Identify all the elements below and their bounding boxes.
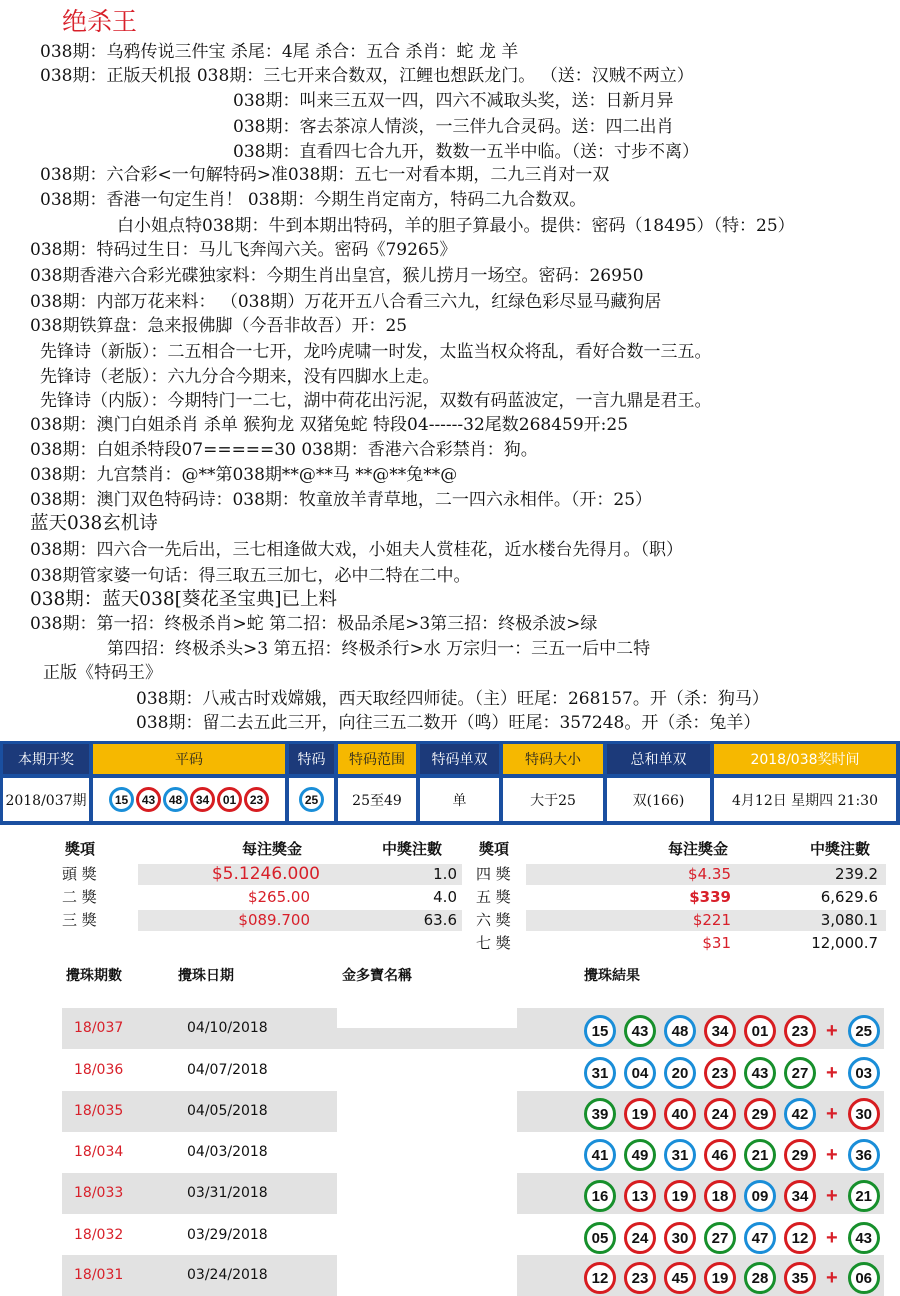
lottery-ball: 24 — [704, 1098, 736, 1130]
prize-name: 六 獎 — [476, 911, 511, 929]
prediction-line: 038期：特码过生日：马儿飞奔闯六关。密码《79265》 — [30, 240, 457, 260]
prediction-line: 第四招：终极杀头>3 第五招：终极杀行>水 万宗归一：三五一后中二特 — [107, 639, 651, 659]
history-period: 18/032 — [74, 1227, 124, 1243]
lottery-ball: 01 — [744, 1015, 776, 1047]
lottery-ball: 34 — [704, 1015, 736, 1047]
lottery-ball: 41 — [584, 1139, 616, 1171]
history-period: 18/035 — [74, 1103, 124, 1119]
prediction-line: 正版《特码王》 — [43, 663, 162, 683]
history-period: 18/036 — [74, 1062, 124, 1078]
lottery-ball: 46 — [704, 1139, 736, 1171]
prize-amount: $089.700 — [238, 911, 310, 929]
prize-count: 63.6 — [423, 911, 457, 929]
header-special-size: 特码大小 — [503, 744, 603, 774]
history-date: 03/31/2018 — [187, 1185, 268, 1201]
prize-row — [476, 910, 886, 931]
special-range: 25至49 — [338, 778, 416, 821]
draw-period: 2018/037期 — [3, 778, 89, 821]
prize-header-name: 獎項 — [65, 840, 96, 858]
prize-count: 1.0 — [433, 865, 457, 883]
history-date: 04/05/2018 — [187, 1103, 268, 1119]
lottery-ball: 01 — [217, 787, 242, 812]
prize-header-name: 獎項 — [479, 840, 510, 858]
lottery-ball: 27 — [704, 1222, 736, 1254]
lottery-ball: 23 — [244, 787, 269, 812]
history-period: 18/031 — [74, 1267, 124, 1283]
prediction-line: 白小姐点特038期：牛到本期出特码，羊的胆子算最小。提供：密码（18495）（特：25） — [117, 216, 795, 236]
lottery-ball: 23 — [624, 1262, 656, 1294]
plus-sign: + — [826, 1266, 838, 1289]
history-row — [62, 1255, 884, 1296]
lottery-ball: 42 — [784, 1098, 816, 1130]
lottery-ball: 36 — [848, 1139, 880, 1171]
sum-odd-even: 双(166) — [607, 778, 710, 821]
history-date: 04/03/2018 — [187, 1144, 268, 1160]
lottery-ball: 28 — [744, 1262, 776, 1294]
prize-row — [62, 887, 462, 908]
lottery-ball: 21 — [848, 1180, 880, 1212]
prediction-line: 蓝天038玄机诗 — [30, 513, 158, 534]
regular-ball-group — [108, 787, 270, 812]
prize-header-amount: 每注獎金 — [242, 840, 303, 858]
special-size: 大于25 — [503, 778, 603, 821]
lottery-ball: 12 — [584, 1262, 616, 1294]
special-odd-even: 单 — [420, 778, 499, 821]
lottery-ball: 34 — [784, 1180, 816, 1212]
header-sum-odd-even: 总和单双 — [607, 744, 710, 774]
lottery-ball: 09 — [744, 1180, 776, 1212]
history-result-balls — [584, 1015, 880, 1047]
history-result-balls — [584, 1057, 880, 1089]
prize-count: 6,629.6 — [820, 888, 878, 906]
lottery-ball: 34 — [190, 787, 215, 812]
lottery-ball: 47 — [744, 1222, 776, 1254]
history-row — [62, 1050, 884, 1091]
plus-sign: + — [826, 1226, 838, 1249]
history-row — [62, 1091, 884, 1132]
lottery-ball: 21 — [744, 1139, 776, 1171]
history-row — [62, 1132, 884, 1173]
lottery-ball: 05 — [584, 1222, 616, 1254]
prize-row — [476, 933, 886, 954]
lottery-ball: 16 — [584, 1180, 616, 1212]
history-date: 03/24/2018 — [187, 1267, 268, 1283]
history-date: 04/10/2018 — [187, 1020, 268, 1036]
lottery-ball: 19 — [664, 1180, 696, 1212]
lottery-ball: 20 — [664, 1057, 696, 1089]
prediction-line: 先锋诗（老版）：六九分合今期来，没有四脚水上走。 — [40, 367, 440, 387]
lottery-ball: 30 — [664, 1222, 696, 1254]
lottery-ball: 43 — [744, 1057, 776, 1089]
prize-count: 12,000.7 — [811, 934, 878, 952]
prize-count: 239.2 — [835, 865, 878, 883]
prediction-line: 038期：白姐杀特段07=====30 038期：香港六合彩禁肖：狗。 — [30, 440, 538, 460]
prediction-line: 038期铁算盘：急来报佛脚（今吾非故吾）开：25 — [30, 316, 408, 336]
lottery-ball: 03 — [848, 1057, 880, 1089]
history-header-period: 攪珠期數 — [66, 968, 122, 984]
prize-name: 四 獎 — [476, 865, 511, 883]
lottery-ball: 18 — [704, 1180, 736, 1212]
plus-sign: + — [826, 1143, 838, 1166]
history-row — [62, 1008, 884, 1049]
lottery-ball: 23 — [784, 1015, 816, 1047]
history-header-result: 攪珠結果 — [584, 968, 640, 984]
header-special-number: 特码 — [289, 744, 334, 774]
prediction-line: 038期：内部万花来料： （038期）万花开五八合看三六九，红绿色彩尽显马藏狗居 — [30, 292, 662, 312]
prize-row — [476, 887, 886, 908]
lottery-ball: 43 — [136, 787, 161, 812]
header-next-draw-time: 2018/038奖时间 — [714, 744, 896, 774]
lottery-ball: 19 — [704, 1262, 736, 1294]
header-special-odd-even: 特码单双 — [420, 744, 499, 774]
lottery-ball: 13 — [624, 1180, 656, 1212]
plus-sign: + — [826, 1061, 838, 1084]
prediction-line: 038期：澳门白姐杀肖 杀单 猴狗龙 双猪兔蛇 特段04------32尾数268459开:25 — [30, 415, 629, 435]
history-period: 18/037 — [74, 1020, 124, 1036]
history-result-balls — [584, 1222, 880, 1254]
lottery-ball: 15 — [109, 787, 134, 812]
history-row — [62, 1215, 884, 1256]
prize-row — [476, 864, 886, 885]
special-number — [289, 778, 334, 821]
history-period: 18/033 — [74, 1185, 124, 1201]
lottery-ball: 27 — [784, 1057, 816, 1089]
prize-row — [62, 864, 462, 885]
history-result-balls — [584, 1262, 880, 1294]
lottery-ball: 45 — [664, 1262, 696, 1294]
prize-amount: $4.35 — [688, 865, 731, 883]
lottery-ball: 40 — [664, 1098, 696, 1130]
lottery-ball: 25 — [848, 1015, 880, 1047]
history-header-name: 金多寶名稱 — [342, 968, 412, 984]
lottery-ball: 39 — [584, 1098, 616, 1130]
prediction-line: 038期：六合彩<一句解特码>准038期：五七一对看本期，二九三肖对一双 — [40, 165, 610, 185]
prediction-line: 038期：九宫禁肖：@**第038期**@**马 **@**兔**@ — [30, 465, 458, 485]
history-date: 04/07/2018 — [187, 1062, 268, 1078]
prize-table-right — [476, 838, 886, 958]
lottery-ball: 19 — [624, 1098, 656, 1130]
lottery-ball: 48 — [664, 1015, 696, 1047]
header-special-range: 特码范围 — [338, 744, 416, 774]
prediction-line: 先锋诗（新版）：二五相合一七开，龙吟虎啸一时发，太监当权众将乱，看好合数一三五。 — [40, 342, 712, 362]
prize-count: 4.0 — [433, 888, 457, 906]
lottery-ball: 43 — [848, 1222, 880, 1254]
lottery-ball: 23 — [704, 1057, 736, 1089]
history-result-balls — [584, 1139, 880, 1171]
lottery-ball: 49 — [624, 1139, 656, 1171]
prediction-line: 038期：第一招：终极杀肖>蛇 第二招：极品杀尾>3第三招：终极杀波>绿 — [30, 614, 598, 634]
lottery-ball: 35 — [784, 1262, 816, 1294]
prediction-line: 038期：叫来三五双一四，四六不减取头奖，送：日新月异 — [233, 91, 674, 111]
prediction-line: 038期：客去茶凉人情淡，一三伴九合灵码。送：四二出肖 — [233, 117, 674, 137]
lottery-ball: 30 — [848, 1098, 880, 1130]
special-ball-group — [298, 787, 325, 812]
prize-table-left — [62, 838, 462, 938]
prize-name: 五 獎 — [476, 888, 511, 906]
prediction-line: 038期香港六合彩光碟独家料：今期生肖出皇宫，猴儿捞月一场空。密码：26950 — [30, 266, 644, 286]
prediction-line: 038期：蓝天038[葵花圣宝典]已上料 — [30, 589, 338, 610]
prediction-line: 038期：四六合一先后出，三七相逢做大戏，小姐夫人赏桂花，近水楼台先得月。（职） — [30, 540, 683, 560]
lottery-ball: 04 — [624, 1057, 656, 1089]
prize-name: 三 獎 — [62, 911, 97, 929]
prize-row — [62, 910, 462, 931]
history-result-balls — [584, 1180, 880, 1212]
prize-name: 二 獎 — [62, 888, 97, 906]
lottery-ball: 31 — [584, 1057, 616, 1089]
lottery-ball: 43 — [624, 1015, 656, 1047]
lottery-ball: 48 — [163, 787, 188, 812]
lottery-ball: 06 — [848, 1262, 880, 1294]
prize-amount: $339 — [689, 888, 731, 906]
prize-header-count: 中獎注數 — [382, 840, 443, 858]
prize-amount: $221 — [692, 911, 731, 929]
prize-count: 3,080.1 — [820, 911, 878, 929]
lottery-ball: 24 — [624, 1222, 656, 1254]
regular-numbers — [93, 778, 285, 821]
prediction-line: 038期：八戒古时戏嫦娥，西天取经四师徒。（主）旺尾：268157。开（杀：狗马） — [136, 689, 769, 709]
prize-amount: $5.1246.000 — [211, 864, 320, 884]
prediction-line: 038期：直看四七合九开，数数一五半中临。（送：寸步不离） — [233, 142, 699, 162]
header-regular-numbers: 平码 — [93, 744, 285, 774]
lottery-ball: 31 — [664, 1139, 696, 1171]
header-current-draw: 本期开奖 — [3, 744, 89, 774]
prize-name: 七 獎 — [476, 934, 511, 952]
plus-sign: + — [826, 1102, 838, 1125]
lottery-ball: 29 — [784, 1139, 816, 1171]
history-header-date: 攪珠日期 — [178, 968, 234, 984]
prize-amount: $265.00 — [247, 888, 310, 906]
prediction-line: 038期管家婆一句话：得三取五三加七，必中二特在二中。 — [30, 566, 471, 586]
lottery-ball: 25 — [299, 787, 324, 812]
prize-name: 頭 獎 — [62, 865, 97, 883]
prediction-line: 038期：乌鸦传说三件宝 杀尾：4尾 杀合：五合 杀肖：蛇 龙 羊 — [40, 42, 519, 62]
prediction-line: 038期：正版天机报 038期：三七开来合数双，江鲤也想跃龙门。 （送：汉贼不两立） — [40, 66, 694, 86]
draw-result-table — [0, 741, 900, 825]
lottery-ball: 15 — [584, 1015, 616, 1047]
lottery-ball: 12 — [784, 1222, 816, 1254]
plus-sign: + — [826, 1019, 838, 1042]
prediction-line: 038期：香港一句定生肖！ 038期：今期生肖定南方，特码二九合数双。 — [40, 190, 587, 210]
lottery-ball: 29 — [744, 1098, 776, 1130]
prize-header-amount: 每注獎金 — [668, 840, 729, 858]
plus-sign: + — [826, 1184, 838, 1207]
prediction-line: 038期：澳门双色特码诗：038期：牧童放羊青草地，二一四六永相伴。（开：25） — [30, 490, 653, 510]
history-period: 18/034 — [74, 1144, 124, 1160]
history-row — [62, 1173, 884, 1214]
history-result-balls — [584, 1098, 880, 1130]
page-title: 绝杀王 — [62, 7, 138, 36]
prediction-line: 先锋诗（内版）：今期特门一二七，湖中荷花出污泥，双数有码蓝波定，一言九鼎是君王。 — [40, 391, 712, 411]
prize-amount: $31 — [702, 934, 731, 952]
next-draw-time: 4月12日 星期四 21:30 — [714, 778, 896, 821]
prize-header-count: 中獎注數 — [810, 840, 871, 858]
history-date: 03/29/2018 — [187, 1227, 268, 1243]
prediction-line: 038期：留二去五此三开，向往三五二数开（鸣）旺尾：357248。开（杀：兔羊） — [136, 713, 761, 733]
